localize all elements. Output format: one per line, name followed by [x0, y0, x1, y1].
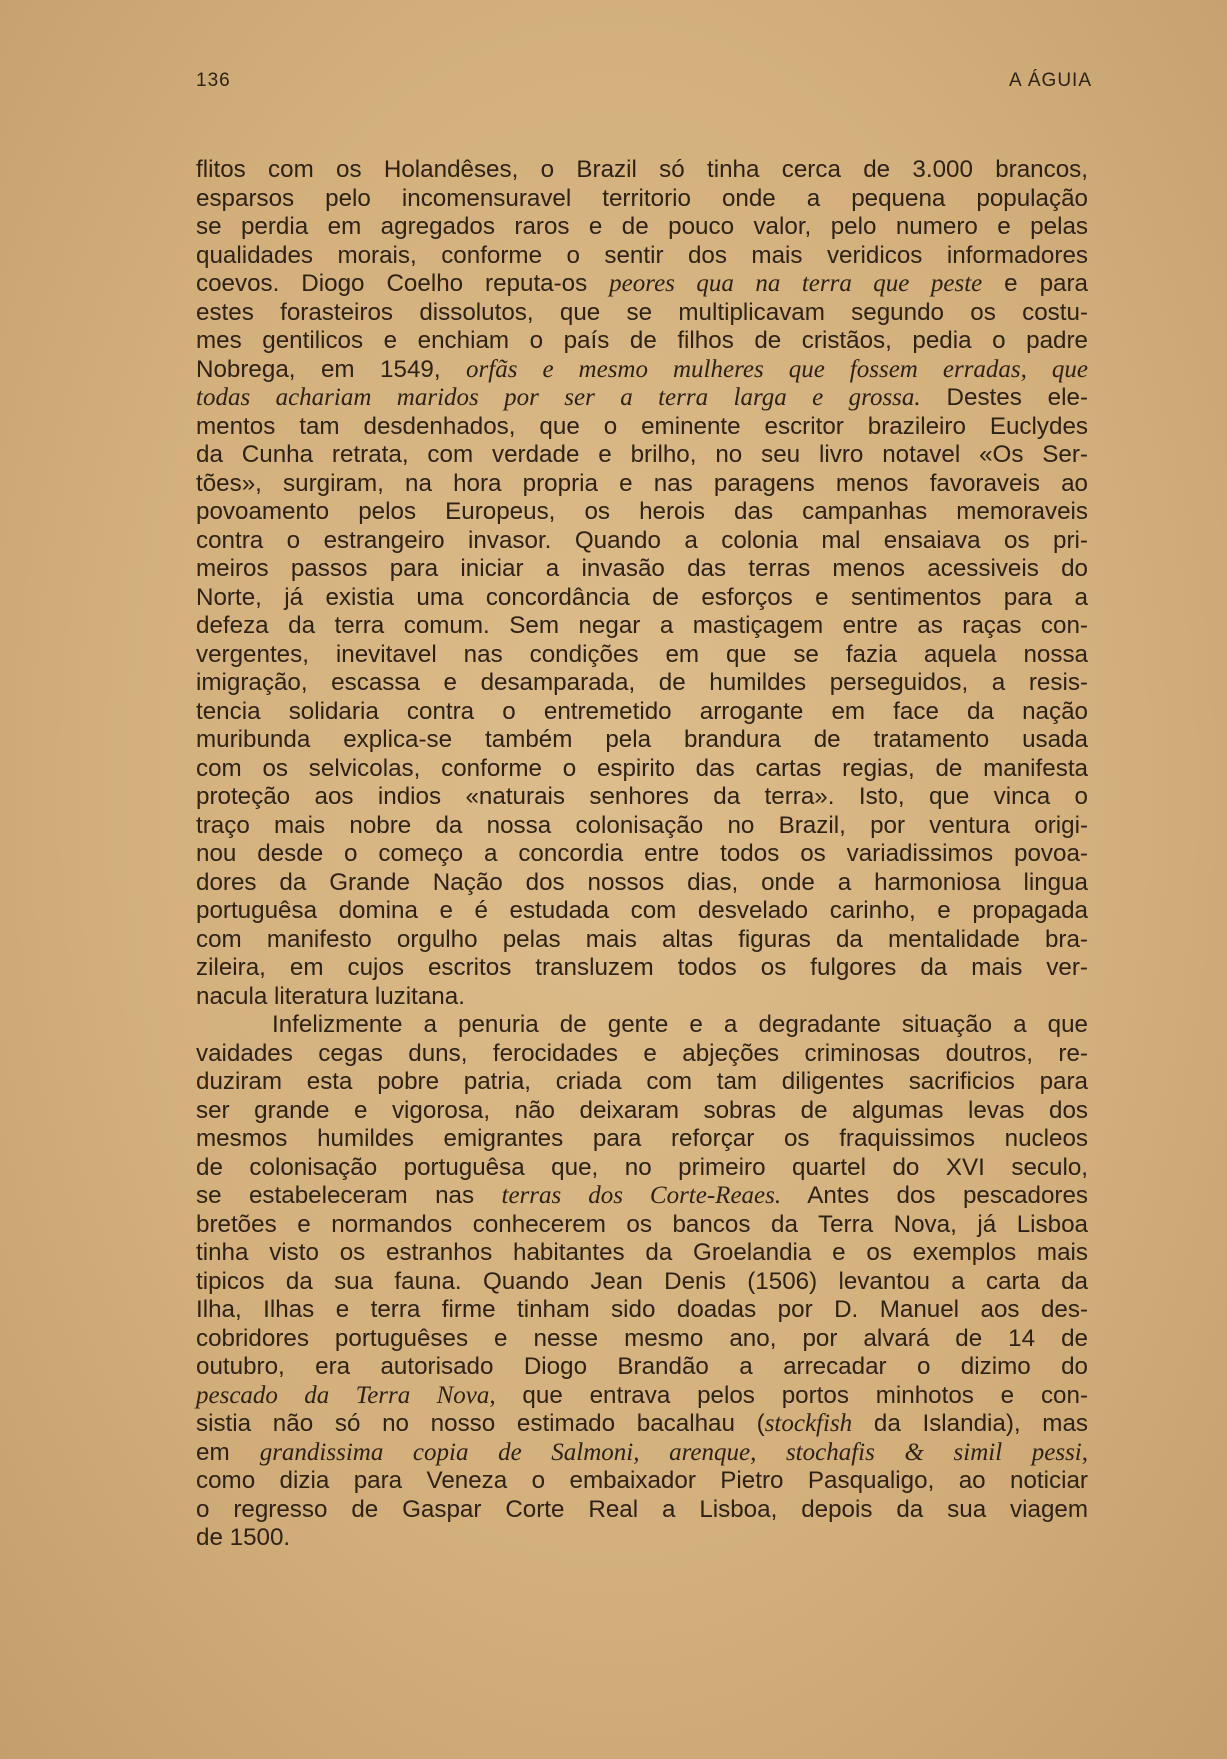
text-line [196, 270, 1088, 299]
text-line: zileira, em cujos escritos transluzem todos os fulgores da mais ver- [196, 954, 1088, 981]
text-line [196, 1410, 1088, 1439]
text-span: da Islandia), mas [852, 1410, 1089, 1437]
text-line: com manifesto orgulho pelas mais altas figuras da mentalidade bra- [196, 925, 1088, 953]
text-line: portuguêsa domina e é estudada com desvelado carinho, e propagada [196, 897, 1088, 924]
text-line: tipicos da sua fauna. Quando Jean Denis (1506) levantou a carta da [196, 1267, 1088, 1295]
text-line: defeza da terra comum. Sem negar a mastiçagem entre as raças con- [196, 612, 1088, 639]
italic-text: stockfish [764, 1410, 853, 1437]
text-line [196, 1182, 1088, 1211]
italic-text: todas achariam maridos por ser a terra larga e grossa. [196, 384, 921, 411]
text-line: vergentes, inevitavel nas condições em que se fazia aquela nossa [196, 640, 1088, 668]
text-line: como dizia para Veneza o embaixador Pietro Pasqualigo, ao noticiar [196, 1467, 1088, 1494]
text-line: meiros passos para iniciar a invasão das terras menos acessiveis do [196, 555, 1088, 582]
text-line: de 1500. [196, 1524, 291, 1551]
text-line: esparsos pelo incomensuravel territorio onde a pequena população [196, 184, 1088, 212]
text-line: Norte, já existia uma concordância de esforços e sentimentos para a [196, 583, 1088, 611]
text-line: tinha visto os estranhos habitantes da Groelandia e os exemplos mais [196, 1239, 1088, 1266]
text-line: qualidades morais, conforme o sentir dos mais veridicos informadores [196, 241, 1088, 269]
text-line: outubro, era autorisado Diogo Brandão a arrecadar o dizimo do [196, 1353, 1088, 1380]
text-line: da Cunha retrata, com verdade e brilho, no seu livro notavel «Os Ser- [196, 441, 1088, 468]
text-line: ser grande e vigorosa, não deixaram sobras de algumas levas dos [196, 1096, 1088, 1124]
text-line: dores da Grande Nação dos nossos dias, onde a harmoniosa lingua [196, 868, 1088, 896]
text-span: em [196, 1438, 260, 1466]
text-line: bretões e normandos conhecerem os bancos da Terra Nova, já Lisboa [196, 1210, 1088, 1238]
text-line: duziram esta pobre patria, criada com tam diligentes sacrificios para [196, 1068, 1088, 1095]
text-line: muribunda explica-se também pela brandura de tratamento usada [196, 726, 1088, 753]
text-line: Infelizmente a penuria de gente e a degradante situação a que [272, 1011, 1088, 1038]
page-number: 136 [196, 70, 231, 91]
text-line [196, 1382, 1088, 1411]
text-line: imigração, escassa e desamparada, de humildes perseguidos, a resis- [196, 669, 1088, 696]
text-line: estes forasteiros dissolutos, que se multiplicavam segundo os costu- [196, 298, 1088, 326]
italic-text: orfãs e mesmo mulheres que fossem erradas, que [466, 355, 1088, 383]
text-span: sistia não só no nosso estimado bacalhau ( [196, 1410, 765, 1437]
text-line: tões», surgiram, na hora propria e nas paragens menos favoraveis ao [196, 469, 1088, 497]
text-line: nacula literatura luzitana. [196, 982, 465, 1010]
text-line: flitos com os Holandêses, o Brazil só tinha cerca de 3.000 brancos, [196, 156, 1088, 183]
running-title: A ÁGUIA [1008, 70, 1092, 91]
text-line [196, 384, 1088, 413]
text-line: o regresso de Gaspar Corte Real a Lisboa, depois da sua viagem [196, 1495, 1088, 1523]
page-header [196, 70, 1092, 92]
italic-text: pescado da Terra Nova, [196, 1381, 496, 1409]
text-span: se estabeleceram nas [196, 1182, 502, 1209]
text-line: traço mais nobre da nossa colonisação no Brazil, por ventura origi- [196, 811, 1088, 839]
text-span: que entrava pelos portos minhotos e con- [495, 1381, 1088, 1409]
text-span: coevos. Diogo Coelho reputa-os [196, 270, 610, 297]
text-line: nou desde o começo a concordia entre todos os variadissimos povoa- [196, 840, 1088, 867]
text-line: se perdia em agregados raros e de pouco valor, pelo numero e pelas [196, 213, 1088, 240]
text-span: Destes ele- [920, 384, 1088, 411]
italic-text: grandissima copia de Salmoni, arenque, stochafis & simil pessi, [259, 1438, 1088, 1466]
text-line: mentos tam desdenhados, que o eminente escritor brazileiro Euclydes [196, 412, 1088, 440]
text-line [196, 356, 1088, 385]
text-line: vaidades cegas duns, ferocidades e abjeções criminosas doutros, re- [196, 1039, 1088, 1067]
text-span: e para [982, 270, 1088, 297]
text-line: proteção aos indios «naturais senhores da terra». Isto, que vinca o [196, 783, 1088, 810]
text-line: tencia solidaria contra o entremetido arrogante em face da nação [196, 697, 1088, 725]
text-line: Ilha, Ilhas e terra firme tinham sido doadas por D. Manuel aos des- [196, 1296, 1088, 1323]
italic-text: peores qua na terra que peste [609, 270, 983, 297]
text-line: povoamento pelos Europeus, os herois das campanhas memoraveis [196, 498, 1088, 525]
text-line: mesmos humildes emigrantes para reforçar os fraquissimos nucleos [196, 1125, 1088, 1152]
text-line: contra o estrangeiro invasor. Quando a colonia mal ensaiava os pri- [196, 526, 1088, 554]
text-span: Antes dos pescadores [781, 1182, 1088, 1209]
body-text [196, 156, 1088, 1553]
text-line: mes gentilicos e enchiam o país de filhos de cristãos, pedia o padre [196, 327, 1088, 354]
italic-text: terras dos Corte-Reaes. [501, 1182, 782, 1209]
text-line: com os selvicolas, conforme o espirito das cartas regias, de manifesta [196, 754, 1088, 782]
text-line [196, 1439, 1088, 1468]
text-span: Nobrega, em 1549, [196, 355, 467, 383]
text-line: de colonisação portuguêsa que, no primeiro quartel do XVI seculo, [196, 1153, 1088, 1181]
text-line: cobridores portuguêses e nesse mesmo ano, por alvará de 14 de [196, 1324, 1088, 1352]
